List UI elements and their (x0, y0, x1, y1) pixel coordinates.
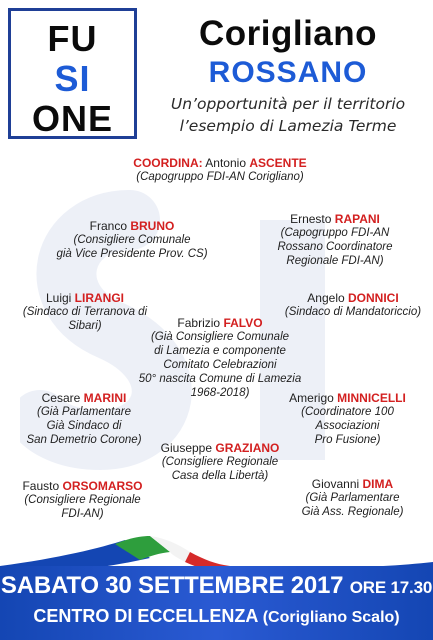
tagline-line-1: Un’opportunità per il territorio (170, 95, 406, 113)
speaker-role-line: Già Sindaco di (46, 420, 122, 432)
event-date: SABATO 30 SETTEMBRE 2017 (0, 572, 344, 599)
speaker-first-name: Fabrizio (177, 316, 221, 330)
speaker-falvo (135, 316, 305, 400)
speaker-role-line: (Coordinatore 100 (301, 406, 394, 418)
logo-line-1: FU (47, 18, 98, 59)
speaker-role-line: Rossano Coordinatore (277, 241, 393, 253)
speaker-first-name: Fausto (22, 479, 60, 493)
event-time: ORE 17.30 (349, 578, 433, 597)
speaker-role-line: FDI-AN) (61, 508, 104, 520)
speaker-role-line: (Già Parlamentare (305, 492, 400, 504)
speaker-graziano (145, 441, 295, 483)
coordinator-label: COORDINA: (133, 156, 203, 170)
speaker-first-name: Cesare (41, 391, 81, 405)
speaker-first-name: Amerigo (289, 391, 334, 405)
speaker-donnici (278, 291, 428, 319)
speaker-dima (285, 477, 420, 519)
coordinator-first-name: Antonio (205, 156, 246, 170)
speaker-role-line: (Consigliere Regionale (24, 494, 141, 506)
speaker-role-line: (Capogruppo FDI-AN (280, 227, 390, 239)
speaker-first-name: Angelo (307, 291, 345, 305)
speaker-bruno (42, 219, 222, 261)
speaker-first-name: Ernesto (290, 212, 332, 226)
speaker-orsomarso (10, 479, 155, 521)
speaker-first-name: Franco (89, 219, 127, 233)
speaker-role-line: Casa della Libertà) (171, 470, 269, 482)
speaker-last-name: GRAZIANO (215, 441, 280, 455)
event-date-line (0, 572, 433, 600)
speaker-first-name: Luigi (45, 291, 72, 305)
fusione-logo (8, 8, 137, 139)
coordinator-block (100, 156, 340, 184)
speaker-role-line: (Sindaco di Mandatoriccio) (284, 306, 422, 318)
speaker-first-name: Giuseppe (160, 441, 213, 455)
tagline-line-2: l’esempio di Lamezia Terme (179, 117, 397, 135)
speaker-first-name: Giovanni (311, 477, 360, 491)
speaker-role-line: Pro Fusione) (314, 434, 381, 446)
speaker-marini (14, 391, 154, 447)
event-venue-line (0, 606, 433, 627)
speaker-last-name: MARINI (83, 391, 127, 405)
speaker-role-line: (Consigliere Regionale (161, 456, 279, 468)
logo-line-2: SI (54, 58, 91, 99)
coordinator-role: (Capogruppo FDI-AN Corigliano) (136, 171, 304, 183)
speaker-last-name: RAPANI (334, 212, 380, 226)
title-corigliano: Corigliano (198, 14, 378, 53)
speaker-last-name: LIRANGI (74, 291, 125, 305)
speaker-role-line: San Demetrio Corone) (26, 434, 142, 446)
speaker-last-name: ORSOMARSO (62, 479, 143, 493)
speaker-role-line: Comitato Celebrazioni (163, 359, 277, 371)
speaker-role-line: di Lamezia e componente (154, 345, 286, 357)
speaker-role-line: (Già Consigliere Comunale (150, 331, 290, 343)
title-rossano: ROSSANO (208, 56, 368, 89)
speaker-role-line: 50° nascita Comune di Lamezia (138, 373, 302, 385)
speaker-last-name: DONNICI (348, 291, 399, 305)
speaker-last-name: BRUNO (130, 219, 175, 233)
speaker-last-name: MINNICELLI (337, 391, 406, 405)
speaker-role-line: Regionale FDI-AN) (286, 255, 384, 267)
speaker-role-line: 1968-2018) (190, 387, 250, 399)
speaker-last-name: FALVO (223, 316, 263, 330)
speaker-role-line: Già Ass. Regionale) (301, 506, 404, 518)
speaker-role-line: Sibari) (68, 320, 102, 332)
speaker-role-line: (Già Parlamentare (37, 406, 131, 418)
event-venue: CENTRO DI ECCELLENZA (33, 606, 258, 626)
speaker-minnicelli (270, 391, 425, 447)
logo-line-3: ONE (31, 98, 113, 139)
speaker-last-name: DIMA (362, 477, 394, 491)
speaker-role-line: già Vice Presidente Prov. CS) (56, 248, 208, 260)
event-venue-note: (Corigliano Scalo) (262, 609, 400, 626)
speaker-rapani (255, 212, 415, 268)
speaker-role-line: (Sindaco di Terranova di (22, 306, 148, 318)
coordinator-last-name: ASCENTE (249, 156, 307, 170)
speaker-role-line: (Consigliere Comunale (73, 234, 191, 246)
speaker-role-line: Associazioni (315, 420, 380, 432)
